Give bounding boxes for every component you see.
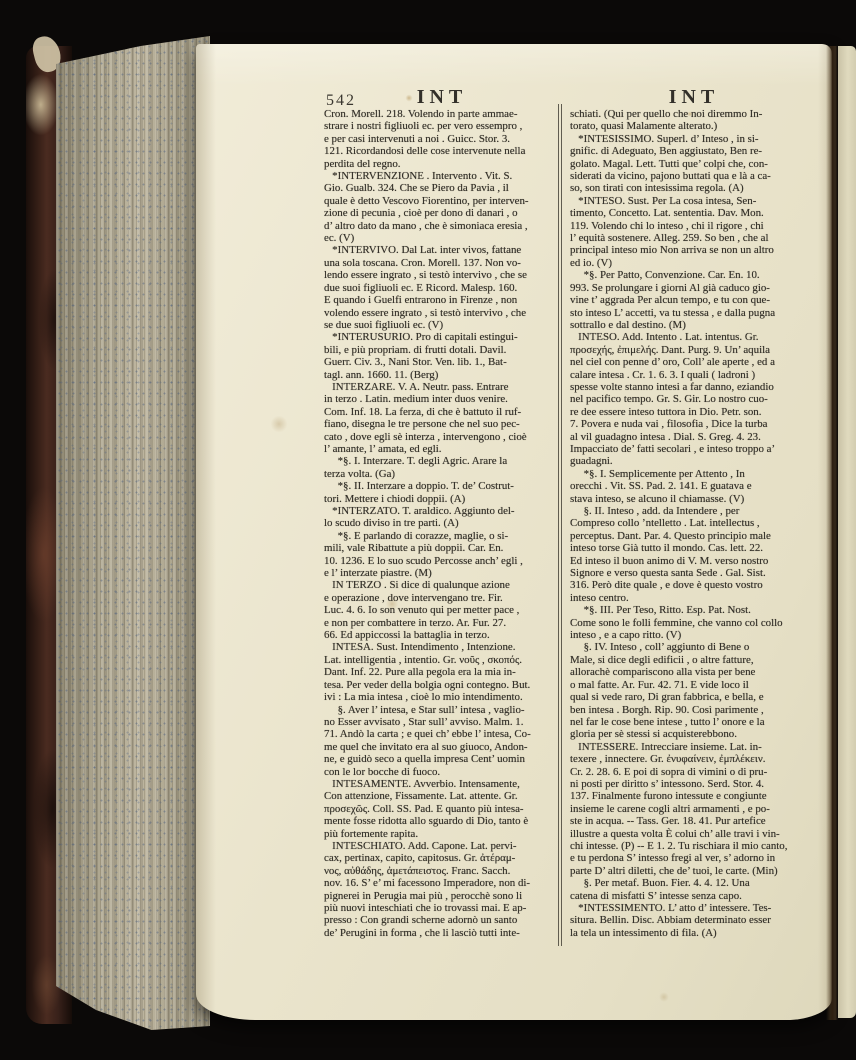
text-line: spesse volte stanno intesi a far danno, eziandio [570,380,774,393]
text-line: *INTERZATO. T. araldico. Aggiunto del- [324,505,515,517]
text-line: l’ equità sostenere. Alleg. 259. So ben , che al [570,232,769,245]
text-line: tesa. Per veder della bolgia ogni contegno. But. [324,678,531,691]
text-line: stava inteso, se alcuno il chiamasse. (V) [570,492,745,505]
text-line: προσεχής, ἐπιμελής. Dant. Purg. 9. Un’ aquila [570,343,770,356]
text-line: *§. I. Interzare. T. degli Agric. Arare la [324,455,508,468]
text-line: 993. Se prolungare i giorni Al già caduco gio- [570,281,770,294]
text-line: *§. I. Semplicemente per Attento , In [570,467,745,480]
text-line: νος, αὐθάδης, ἀμετάπειστος. Franc. Sacch. [324,864,511,877]
text-line: qual si vede raro, Di gran fabbrica, e bella, e [570,691,764,704]
text-line: gnific. di Adeguato, Ben aggiustato, Ben re- [570,145,763,158]
text-line: *§. E parlando di corazze, maglie, o si- [324,529,509,542]
text-line: προσεχῶς. Coll. SS. Pad. E quanto più intesa- [324,802,524,815]
text-line: nov. 16. S’ e’ mi facessono Imperadore, non di- [324,877,531,890]
text-line: §. IV. Inteso , coll’ aggiunto di Bene o [570,641,750,654]
text-line: fiano, disegna le tre persone che nel suo pec- [324,418,520,431]
text-line: ne, e guidò seco a quella impresa Cent’ uomin [324,753,525,766]
text-line: cato , dove egli sè interza , intervengono , cioè [324,430,527,443]
text-line: Lat. intelligentia , intentio. Gr. νοῦς , σκοπός. [324,653,522,666]
text-line: Cr. 2. 28. 6. E poi di sopra di vimini o di pru- [570,765,768,778]
text-line: §. II. Inteso , add. da Intendere , per [570,505,740,517]
text-line: *INTERVIVO. Dal Lat. inter vivos, fattane [324,244,522,257]
text-line: INTESAMENTE. Avverbio. Intensamente, [324,777,520,790]
text-line: e tu perdona S’ intesso fregi al ver, s’ adorno in [570,852,776,865]
text-line: 119. Volendo chi lo inteso , chi il rigore , chi [570,219,764,232]
text-line: Ed inteso il buon animo di V. M. verso nostro [570,554,769,567]
text-line: so, son tirati con intesissima regola. (A) [570,182,744,195]
gutter-shadow [826,46,838,1020]
text-line: situra. Bellin. Disc. Abbiam determinato esser [570,914,771,927]
text-line: catena di misfatti S’ intesse senza capo. [570,889,742,902]
text-line: tagl. ann. 1660. 11. (Berg) [324,368,439,381]
text-line: chi intesse. (P) -- E 1. 2. Tu rischiara il mio canto, [570,839,788,852]
text-line: *§. Per Patto, Convenzione. Car. En. 10. [570,269,760,282]
text-line: Con attenzione, Fissamente. Lat. attente. Gr. [324,790,518,803]
text-line: 66. Ed appiccossi la battaglia in terzo. [324,629,490,642]
text-line: Compreso collo ’ntelletto . Lat. intellectus , [570,517,760,530]
text-line: sto inteso L’ accetti, va tu stessa , e dalla pugna [570,306,776,319]
text-line: allorachè compariscono alla vista per bene [570,666,756,679]
text-line: 137. Finalmente furono intessute e congiunte [570,790,767,803]
text-line: orecchi . Vit. SS. Pad. 2. 141. E guatava e [570,480,752,493]
text-line: 71. Andò la carta ; e quei ch’ ebbe l’ intesa, Co- [324,728,531,741]
text-line: o mal fatte. Ar. Fur. 42. 71. E vide loco il [570,678,749,691]
text-line: schiati. (Qui per quello che noi diremmo In- [570,108,763,120]
text-line: Luc. 4. 6. Io son venuto qui per metter pace , [324,604,520,617]
text-line: 7. Povera e nuda vai , filosofia , Dice la turba [570,418,768,431]
text-line: 121. Ricordandosi delle cose intervenute nella [324,145,526,158]
text-line: gloria per sè stessi si acquisterebbono. [570,728,737,741]
text-line: più fortemente rapita. [324,827,419,840]
text-line: al vil guadagno intesa . Dial. S. Greg. 4. 23. [570,430,761,443]
text-line: ivi : La mia intesa , cioè lo mio intendimento. [324,691,523,704]
text-line: inteso centro. [570,591,629,604]
facing-page-edge [838,46,856,1018]
text-line: cax, pertinax, capito, capitosus. Gr. ἀτέραμ- [324,852,516,865]
text-line: pignerei in Perugia mai più , perocchè sono li [324,889,523,902]
text-line: golato. Magal. Lett. Tutti que’ colpi che, con- [570,157,768,170]
text-line: perdita del regno. [324,157,401,170]
text-line: perceptus. Dant. Par. 4. Questo principio male [570,529,771,542]
text-line: INTESO. Add. Intento . Lat. intentus. Gr. [570,331,759,344]
text-line: me quel che invitato era al suo giuoco, Andon- [324,740,528,753]
text-line: vine t’ aggrada Per alcun tempo, e tu con que- [570,294,770,307]
text-line: *INTERUSURIO. Pro di capitali estingui- [324,331,518,344]
text-line: torato, quasi Malamente alterato.) [570,120,718,133]
text-line: bili, e più propriam. di frutti dotali. Davil. [324,343,507,356]
text-column-left [324,108,556,939]
text-line: INTESSERE. Intrecciare insieme. Lat. in- [570,740,762,753]
text-line: nel pacifico tempo. Gr. S. Gir. Lo nostro cuo- [570,393,768,406]
text-line: ec. (V) [324,232,355,245]
text-line: due suoi figliuoli ec. E Ricord. Malesp. 160. [324,281,518,294]
text-line: *§. II. Interzare a doppio. T. de’ Costrut- [324,480,514,493]
text-line: se due suoi figliuoli ec. (V) [324,318,444,331]
text-line: E quando i Guelfi entrarono in Firenze , non [324,294,518,307]
text-line: *INTESSIMENTO. L’ atto d’ intessere. Tes- [570,902,772,914]
text-column-right [570,108,812,939]
text-line: mili, vale Ribattute a più doppii. Car. En. [324,542,504,555]
text-line: Impacciato de’ fatti secolari , e inteso troppo a’ [570,442,776,455]
text-line: illustre a questa volta È colui ch’ alle travi i vin- [570,827,780,840]
book-page [196,44,832,1020]
text-line: insieme le carene cogli altri armamenti , e po- [570,802,770,815]
text-line: IN TERZO . Si dice di qualunque azione [324,579,510,592]
text-line: volendo essere ingrato , si testò intervivo , che [324,306,527,319]
text-line: principal inteso mio Non arriva se non un altro [570,244,774,257]
text-line: re dee essere inteso tuttora in Dio. Petr. son. [570,405,762,418]
text-line: ben intesa . Borgh. Rip. 90. Così parimente , [570,703,764,716]
text-line: zione di pecunia , cioè per dono di danari , o [324,207,518,220]
text-line: *INTESISSIMO. Superl. d’ Inteso , in si- [570,132,759,145]
text-line: sottrallo e dal destino. (M) [570,318,686,331]
text-line: 316. Però dite quale , e dove è questo vostro [570,579,763,592]
text-line: *§. III. Per Teso, Ritto. Esp. Pat. Nost. [570,604,751,617]
text-line: lendo essere ingrato , si testò intervivo , che se [324,269,527,282]
text-line: nel far le cose bene intese , tutto l’ onore e la [570,715,765,728]
text-line: *INTERVENZIONE . Intervento . Vit. S. [324,170,513,183]
text-line: timento, Concetto. Lat. sententia. Dav. Mon. [570,207,764,220]
text-line: siderati da vicino, pajono buttati qua e là a ca- [570,170,771,183]
running-title-right: INT [668,86,720,108]
page-number: 542 [326,92,356,109]
text-line: Com. Inf. 18. La ferza, di che è battuto il ruf- [324,405,522,418]
text-line: e per casi intervenuti a noi . Guicc. Stor. 3. [324,132,510,145]
text-line: ste in acqua. -- Tass. Ger. 18. 41. Pur artefice [570,815,766,828]
text-line: quale è detto Vescovo Fiorentino, per interven- [324,194,529,207]
text-line: la tela un intessimento di fila. (A) [570,926,717,939]
text-line: lo scudo diviso in tre parti. (A) [324,517,459,530]
text-line: presso : Con grandi scherne adornò un santo [324,914,518,927]
text-line: INTERZARE. V. A. Neutr. pass. Entrare [324,380,509,393]
text-line: inteso torse Già tutto il mondo. Cas. lett. 22. [570,542,763,555]
text-line: calare intesa . Cr. 1. 6. 3. I quali ( ladroni ) [570,368,756,381]
text-line: e operazione , dove intervengano tre. Fir. [324,591,503,604]
text-line: Gio. Gualb. 324. Che se Piero da Pavia , il [324,182,509,195]
text-line: parte D’ altri diletti, che de’ tuoi, le carte. (Min) [570,864,778,877]
text-line: nel ciel con penne d’ oro, Coll’ ale aperte , ed a [570,356,775,369]
text-line: ed io. (V) [570,256,613,269]
text-line: no Esser avvisato , Star sull’ avviso. Malm. 1. [324,715,524,728]
text-line: inteso , e a capo ritto. (V) [570,629,682,642]
text-line: Come sono le folli femmine, che vanno col collo [570,616,783,629]
text-line: terza volta. (Ga) [324,467,396,480]
text-line: con le lor bocche di fuoco. [324,765,441,778]
text-line: e non per combattere in terzo. Ar. Fur. 27. [324,616,507,629]
text-line: e l’ interzate piastre. (M) [324,567,432,580]
text-line: mente fosse ridotta allo sguardo di Dio, tanto è [324,815,529,828]
text-line: de’ Perugini in forma , che li lasciò tutti inte- [324,926,520,939]
text-line: INTESA. Sust. Intendimento , Intenzione. [324,641,516,654]
text-line: texere , innectere. Gr. ἐνυφαίνειν, ἐμπλέκειν. [570,753,766,766]
text-line: d’ altro dato da mano , che è simoniaca eresia , [324,219,528,232]
text-line: più nuovi inteschiati che io trovassi mai. E ap- [324,902,527,914]
text-line: Guerr. Civ. 3., Nani Stor. Ven. lib. 1., Bat- [324,356,507,369]
text-line: ni posti per diritto s’ intessono. Serd. Stor. 4. [570,777,765,790]
text-line: *INTESO. Sust. Per La cosa intesa, Sen- [570,194,757,207]
text-line: Dant. Inf. 22. Pure alla pegola era la mia in- [324,666,516,679]
text-line: strare i nostri figliuoli ec. per vero essempro , [324,120,523,133]
text-line: tori. Mettere i chiodi doppii. (A) [324,492,466,505]
running-title-left: INT [416,86,468,108]
text-line: Cron. Morell. 218. Volendo in parte ammae- [324,108,518,120]
column-divider-rule [558,104,562,946]
text-line: §. Aver l’ intesa, e Star sull’ intesa , vaglio- [324,703,525,716]
text-line: in terzo . Latin. medium inter duos venire. [324,393,508,406]
text-line: Signore e verso questa santa Sede . Gal. Sist. [570,567,766,580]
text-line: Male, si dice degli edificii , o altre fatture, [570,653,754,666]
text-line: guadagni. [570,455,613,468]
text-line: INTESCHIATO. Add. Capone. Lat. pervi- [324,839,517,852]
text-line: una sola toscana. Cron. Morell. 137. Non vo- [324,256,521,269]
text-line: §. Per metaf. Buon. Fier. 4. 4. 12. Una [570,877,750,890]
text-line: 10. 1236. E lo suo scudo Percosse anch’ egli , [324,554,523,567]
page-edges-stack [56,36,210,1034]
text-line: l’ amante, l’ amata, ed egli. [324,442,442,455]
